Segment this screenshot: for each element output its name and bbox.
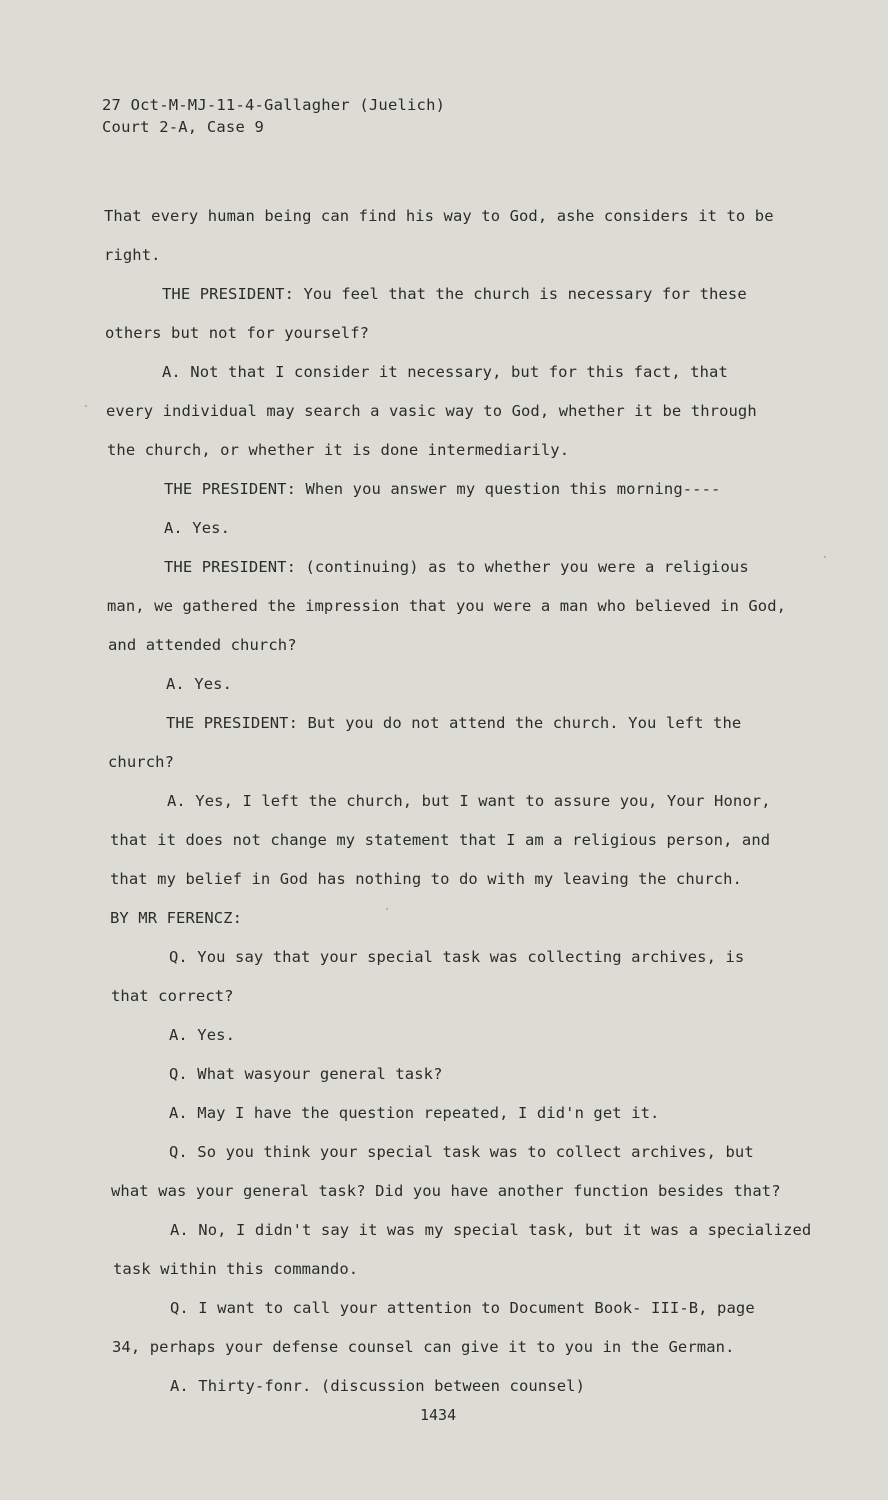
header-reference-line: 27 Oct-M-MJ-11-4-Gallagher (Juelich) <box>102 96 446 114</box>
transcript-line: every individual may search a vasic way to God, whether it be through <box>106 402 757 420</box>
transcript-line: THE PRESIDENT: When you answer my question this morning---- <box>164 480 721 498</box>
transcript-line: A. Yes. <box>169 1026 236 1044</box>
transcript-line: church? <box>108 753 175 771</box>
transcript-line: Q. What wasyour general task? <box>169 1065 443 1083</box>
transcript-line: A. Thirty-fonr. (discussion between counsel) <box>170 1377 585 1395</box>
transcript-line: BY MR FERENCZ: <box>110 909 243 927</box>
transcript-line: that my belief in God has nothing to do with my leaving the church. <box>110 870 742 888</box>
transcript-line: THE PRESIDENT: But you do not attend the church. You left the <box>166 714 742 732</box>
transcript-line: what was your general task? Did you have another function besides that? <box>111 1182 781 1200</box>
page-number: 1434 <box>420 1406 457 1424</box>
transcript-line: Q. You say that your special task was collecting archives, is <box>169 948 745 966</box>
transcript-line: and attended church? <box>108 636 297 654</box>
transcript-line: others but not for yourself? <box>105 324 370 342</box>
transcript-line: A. May I have the question repeated, I did'n get it. <box>169 1104 660 1122</box>
transcript-line: task within this commando. <box>113 1260 359 1278</box>
transcript-line: the church, or whether it is done intermediarily. <box>107 441 570 459</box>
transcript-line: A. No, I didn't say it was my special task, but it was a specialized <box>170 1221 812 1239</box>
header-court-line: Court 2-A, Case 9 <box>102 118 265 136</box>
transcript-line: THE PRESIDENT: (continuing) as to whether you were a religious <box>164 558 749 576</box>
transcript-line: THE PRESIDENT: You feel that the church is necessary for these <box>162 285 747 303</box>
transcript-line: man, we gathered the impression that you were a man who believed in God, <box>107 597 787 615</box>
paper-speck <box>386 908 388 910</box>
transcript-line: right. <box>104 246 161 264</box>
transcript-line: that correct? <box>111 987 234 1005</box>
transcript-line: A. Not that I consider it necessary, but for this fact, that <box>162 363 728 381</box>
document-header <box>102 94 445 138</box>
transcript-line: that it does not change my statement that I am a religious person, and <box>110 831 771 849</box>
transcript-line: That every human being can find his way to God, ashe considers it to be <box>104 207 774 225</box>
transcript-line: A. Yes. <box>164 519 231 537</box>
paper-speck <box>85 405 87 407</box>
transcript-line: 34, perhaps your defense counsel can give it to you in the German. <box>112 1338 735 1356</box>
transcript-line: Q. So you think your special task was to collect archives, but <box>169 1143 754 1161</box>
transcript-line: A. Yes, I left the church, but I want to assure you, Your Honor, <box>167 792 771 810</box>
transcript-line: Q. I want to call your attention to Document Book- III-B, page <box>170 1299 755 1317</box>
transcript-body <box>104 205 844 1414</box>
transcript-line: A. Yes. <box>166 675 233 693</box>
paper-speck <box>824 556 826 558</box>
